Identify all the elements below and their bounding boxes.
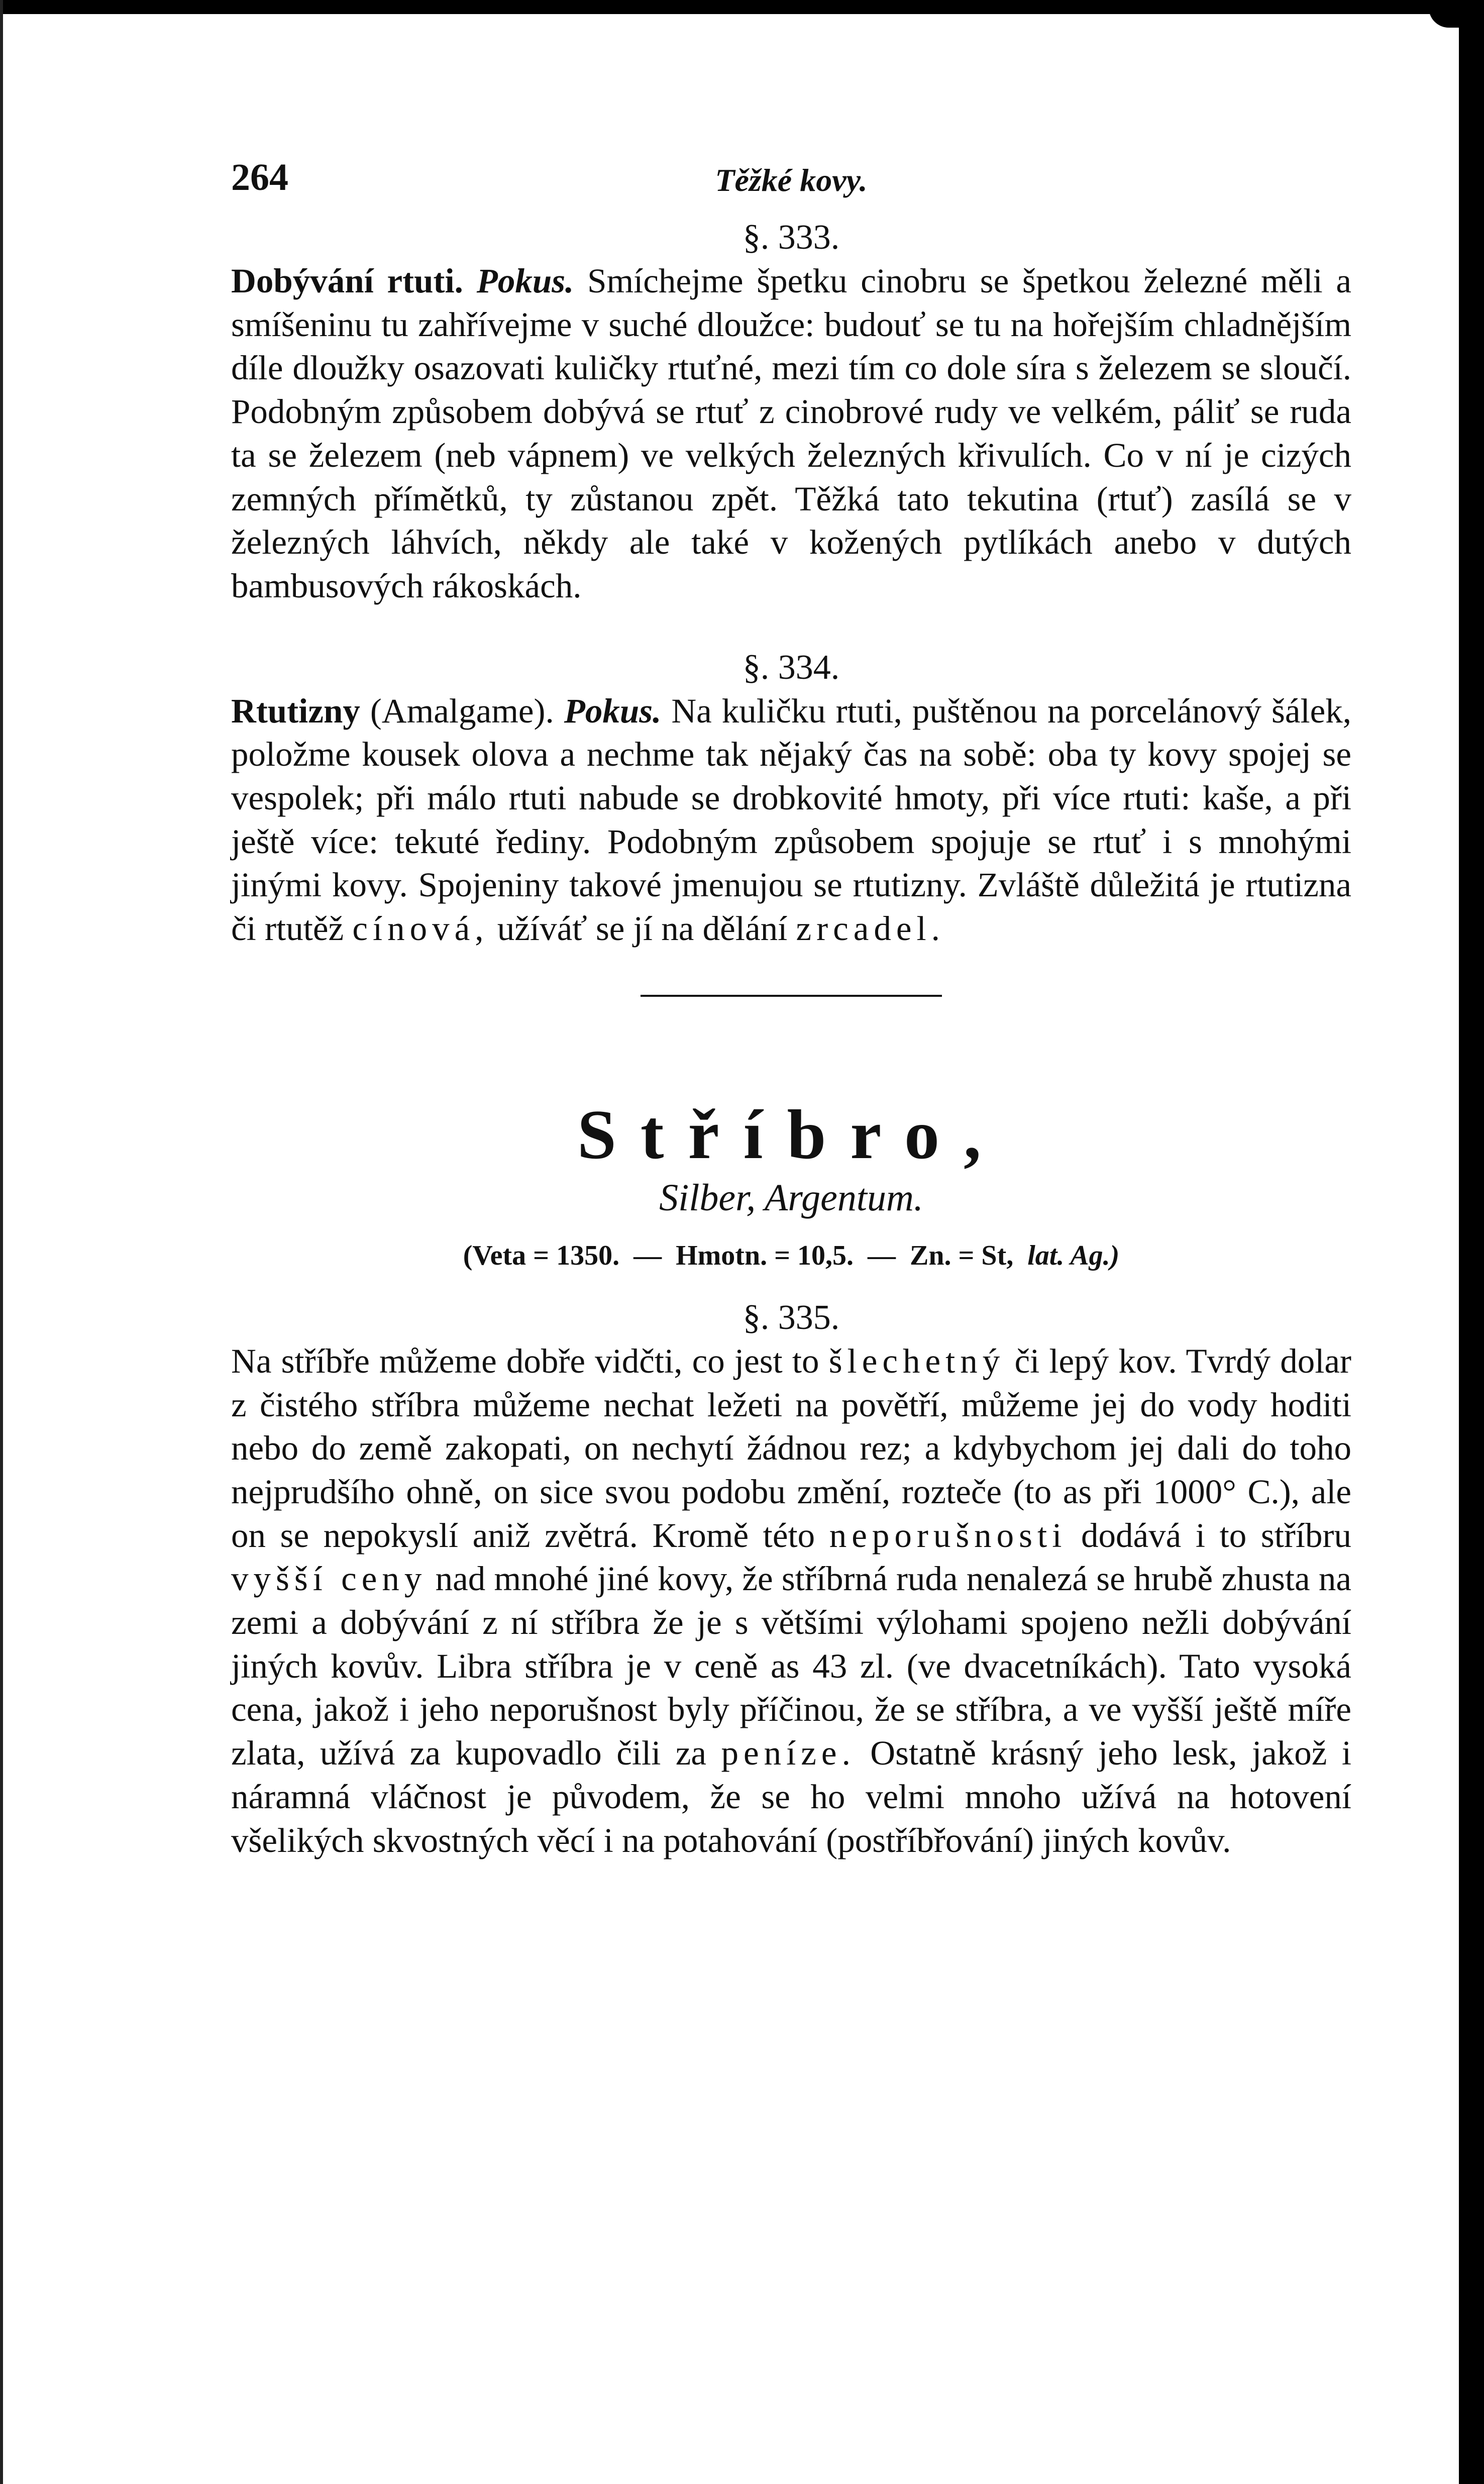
s335-text-1: Na stříbře můžeme dobře vidčti, co jest to	[231, 1341, 819, 1380]
section-number-334: §. 334.	[743, 648, 840, 687]
section-334-spaced-a: cínová,	[352, 909, 489, 948]
meta-lat: lat. Ag.)	[1027, 1239, 1120, 1271]
section-number-333: §. 333.	[743, 218, 840, 257]
page-number: 264	[231, 156, 288, 198]
meta-dash-2: —	[868, 1239, 896, 1271]
section-divider	[641, 995, 942, 997]
section-333-heading: Dobývání rtuti.	[231, 262, 463, 300]
section-334-text-a: Na kuličku rtuti, puštěnou na porcelánový šálek, položme kousek olova a nechme tak nějaký čas na sobě: oba ty kovy spojej se vespolek; při málo rtuti nabude se drobkovité hmoty, při více rtuti: kaše, a při ještě více: tekuté řediny. Podobným způsobem spojuje se rtuť i s mnohými jinými kovy. Spojeniny takové jmenujou se rtutizny. Zvláště důležitá je rtutizna či rtutěž	[231, 691, 1352, 948]
section-333-text: Smíchejme špetku cinobru se špetkou železné měli a smíšeninu tu zahřívejme v suché dloužce: budouť se tu na hořejším chladnějším díle dloužky osazovati kuličky rtuťné, mezi tím co dole síra s železem se sloučí. Podobným způsobem dobývá se rtuť z cinobrové rudy ve velkém, páliť se ruda ta se železem (neb vápnem) ve velkých železných křivulích. Co v ní je cizých zemných přímětků, ty zůstanou zpět. Těžká tato tekutina (rtuť) zasílá se v železných láhvích, někdy ale také v kožených pytlíkách anebo v dutých bambusových rákoskách.	[231, 262, 1352, 605]
section-333-paragraph	[231, 259, 1351, 608]
section-334-heading: Rtutizny	[231, 691, 360, 730]
scan-border-right	[1459, 0, 1484, 2484]
section-number-335: §. 335.	[743, 1298, 840, 1337]
s335-text-2: či lepý kov. Tvrdý dolar z čistého stříbra můžeme nechat ležeti na povětří, můžeme jej do vody hoditi nebo do země zakopati, on nechytí žádnou rez; a kdybychom jej dali do toho nejprudšího ohně, on sice svou podobu změní, rozteče (to as při 1000° C.), ale on se nepokyslí aniž zvětrá. Kromě této	[231, 1341, 1352, 1555]
section-334-spaced-b: zrcadel.	[796, 909, 945, 948]
chapter-meta	[231, 1233, 1351, 1278]
section-334-text-b: užíváť se jí na dělání	[497, 909, 788, 948]
s335-spaced-2: neporušnosti	[829, 1516, 1067, 1555]
section-334-paragraph	[231, 689, 1351, 951]
meta-veta: (Veta = 1350.	[463, 1239, 620, 1271]
scan-border-top	[0, 0, 1484, 14]
running-title: Těžké kovy.	[715, 162, 868, 198]
s335-spaced-3: vyšší ceny	[231, 1560, 427, 1598]
chapter-title: Stříbro,	[577, 1095, 1005, 1174]
section-334-pokus: Pokus.	[564, 691, 662, 730]
s335-text-4: nad mnohé jiné kovy, že stříbrná ruda nenalezá se hrubě zhusta na zemi a dobývání z ní stříbra že je s většími výlohami spojeno nežli dobývání jiných kovův. Libra stříbra je v ceně as 43 zl. (ve dvacetníkách). Tato vysoká cena, jakož i jeho neporušnost byly příčinou, že se stříbra, a ve vyšší ještě míře zlata, užívá za kupovadlo čili za	[231, 1560, 1352, 1773]
scan-border-left	[0, 0, 3, 2484]
s335-text-5: Ostatně krásný jeho lesk, jakož i náramná vláčnost je původem, že se ho velmi mnoho užívá na hotovení všelikých skvostných věcí i na potahování (postříbřování) jiných kovův.	[231, 1734, 1352, 1859]
meta-hmotn: Hmotn. = 10,5.	[676, 1239, 854, 1271]
chapter-subtitle: Silber, Argentum.	[659, 1176, 923, 1219]
s335-text-3: dodává i to stříbru	[1081, 1516, 1351, 1555]
section-335-paragraph	[231, 1339, 1351, 1862]
meta-dash-1: —	[633, 1239, 662, 1271]
section-333-pokus: Pokus.	[476, 262, 574, 300]
s335-spaced-4: peníze.	[721, 1734, 856, 1773]
book-page	[231, 151, 1351, 1862]
meta-zn: Zn. = St,	[910, 1239, 1014, 1271]
scan-border-corner	[1429, 0, 1484, 28]
page-header	[231, 151, 1351, 211]
section-334-heading-paren: (Amalgame).	[370, 691, 554, 730]
s335-spaced-1: šlechetný	[828, 1341, 1005, 1380]
